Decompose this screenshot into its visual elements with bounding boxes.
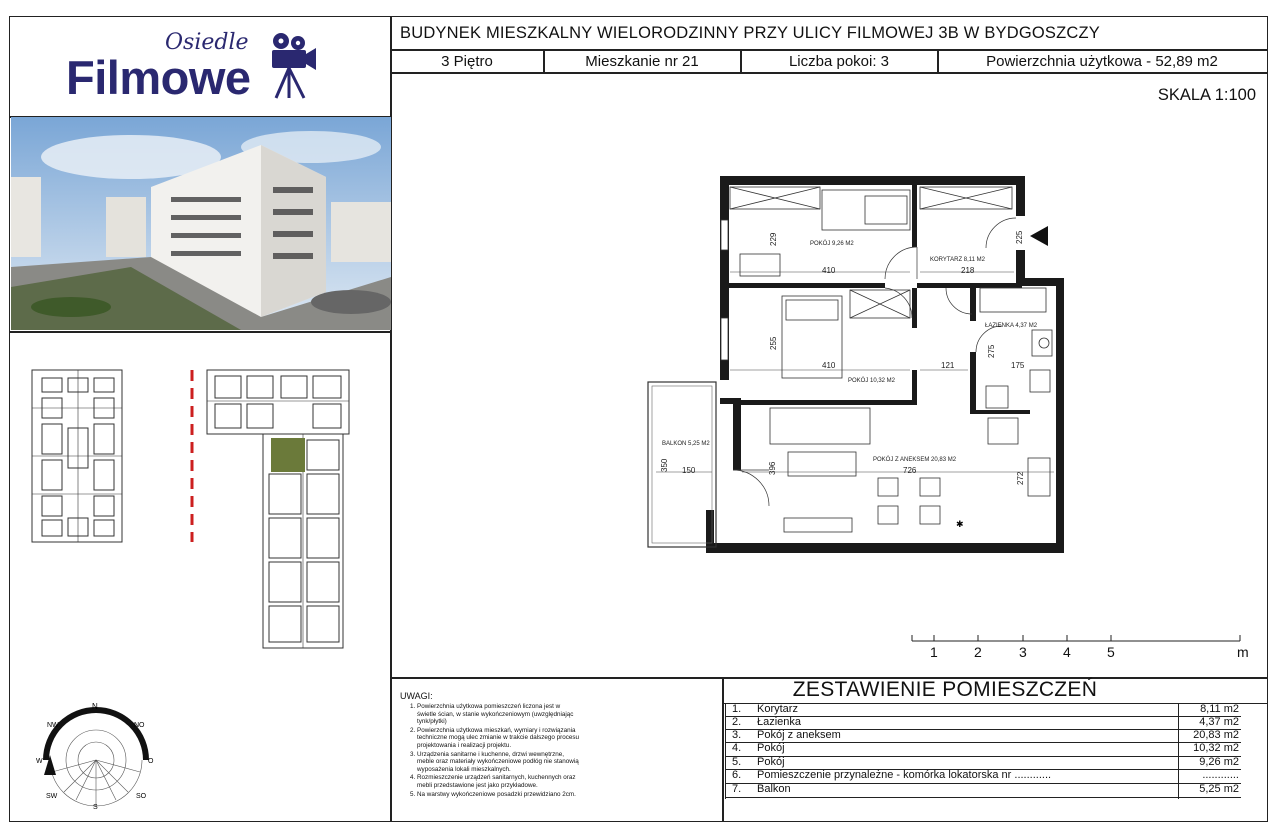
- building-render-image: [11, 117, 391, 330]
- room-row-name: Pokój: [757, 742, 785, 754]
- rooms-table-value-col: [1178, 703, 1179, 799]
- scale-tick-1: 1: [930, 644, 938, 660]
- room-row-name: Łazienka: [757, 716, 802, 728]
- dim-410-b: 410: [822, 361, 836, 370]
- compass-rose: [36, 700, 156, 810]
- dim-396: 396: [768, 461, 777, 475]
- scale-tick-5: 5: [1107, 644, 1115, 660]
- notes-title: UWAGI:: [400, 691, 433, 701]
- compass-w: W: [36, 758, 43, 765]
- room-row-value: 5,25 m2: [1199, 783, 1239, 795]
- room-row-value: 8,11 m2: [1200, 703, 1239, 715]
- rooms-table-row-line: [725, 742, 1241, 743]
- rooms-table-row-line: [725, 783, 1241, 784]
- room-row-name: Pokój z aneksem: [757, 729, 841, 741]
- extractor-marker-icon: ✱: [956, 520, 964, 530]
- note-item: 3. Urządzenia sanitarne i kuchenne, drzwi wewnętrzne, meble oraz materiały wykończeniowe podłóg nie stanowią wyposażenia lokali mieszkalnych.: [417, 751, 580, 774]
- dim-175: 175: [1011, 361, 1025, 370]
- room-row-name: Korytarz: [757, 703, 798, 715]
- dim-410-a: 410: [822, 266, 836, 275]
- logo-script-text: Osiedle: [165, 30, 249, 55]
- room-row-name: Balkon: [757, 783, 791, 795]
- rooms-table-title: ZESTAWIENIE POMIESZCZEŃ: [792, 678, 1098, 701]
- room-row-value: 9,26 m2: [1199, 756, 1239, 768]
- room-row-num: 1.: [732, 703, 742, 715]
- dim-225: 225: [1015, 230, 1024, 244]
- room-row-value: 10,32 m2: [1193, 742, 1239, 754]
- entrance-arrow-icon: [1030, 226, 1048, 246]
- room-row-num: 4.: [732, 742, 742, 754]
- dim-726: 726: [903, 466, 917, 475]
- scale-tick-4: 4: [1063, 644, 1071, 660]
- scale-label: SKALA 1:100: [1157, 86, 1256, 104]
- room-row-num: 5.: [732, 756, 742, 768]
- room-row-name: Pomieszczenie przynależne - komórka lokatorska nr ............: [757, 769, 1052, 781]
- floor-label: 3 Piętro: [441, 52, 493, 70]
- apartment-highlight: [271, 438, 305, 472]
- dim-121: 121: [941, 361, 955, 370]
- rooms-table-row-line: [725, 716, 1241, 717]
- dim-218: 218: [961, 266, 975, 275]
- document-title: BUDYNEK MIESZKALNY WIELORODZINNY PRZY ULICY FILMOWEJ 3B W BYDGOSZCZY: [400, 24, 1101, 42]
- room-label-balkon: BALKON 5,25 M2: [662, 441, 710, 447]
- room-row-num: 6.: [732, 769, 742, 781]
- render-divider: [9, 331, 391, 333]
- note-item: 1. Powierzchnia użytkowa pomieszczeń liczona jest w świetle ścian, w stanie wykończeniowym (uwzględniając tynk/płytki): [417, 703, 580, 726]
- room-row-name: Pokój: [757, 756, 785, 768]
- compass-sw: SW: [46, 793, 58, 800]
- compass-s: S: [93, 804, 98, 810]
- room-row-num: 2.: [732, 716, 742, 728]
- room-row-num: 3.: [732, 729, 742, 741]
- compass-o: O: [148, 758, 154, 765]
- room-label-lazienka: ŁAZIENKA 4,37 M2: [985, 323, 1038, 329]
- floor-plan: [640, 172, 1070, 557]
- room-label-korytarz: KORYTARZ 8,11 M2: [930, 257, 986, 263]
- dim-350: 350: [660, 458, 669, 472]
- note-item: 5. Na warstwy wykończeniowe posadzki przewidziano 2cm.: [417, 791, 580, 799]
- dim-229: 229: [769, 232, 778, 246]
- area-label: Powierzchnia użytkowa - 52,89 m2: [986, 52, 1218, 70]
- scale-tick-3: 3: [1019, 644, 1027, 660]
- logo-main-text: Filmowe: [66, 51, 251, 104]
- compass-so: SO: [136, 793, 147, 800]
- compass-no: NO: [134, 722, 145, 729]
- compass-n: N: [92, 702, 98, 711]
- room-label-pokoj-1: POKÓJ 9,26 M2: [810, 241, 854, 247]
- dim-150: 150: [682, 466, 696, 475]
- room-label-aneks: POKÓJ Z ANEKSEM 20,83 M2: [873, 457, 957, 463]
- red-dashed-divider: [188, 368, 196, 544]
- site-plan-right: [203, 368, 355, 652]
- notes-list: [400, 703, 580, 799]
- dim-255: 255: [769, 336, 778, 350]
- compass-nw: NW: [47, 722, 59, 729]
- film-camera-icon: [262, 30, 318, 100]
- dim-272: 272: [1016, 471, 1025, 485]
- room-row-value: 20,83 m2: [1193, 729, 1239, 741]
- scale-tick-2: 2: [974, 644, 982, 660]
- scale-unit: m: [1237, 644, 1249, 660]
- rooms-count-label: Liczba pokoi: 3: [788, 52, 890, 70]
- room-label-pokoj-2: POKÓJ 10,32 M2: [848, 378, 896, 384]
- room-row-value: 4,37 m2: [1199, 716, 1239, 728]
- room-row-value: ............: [1202, 769, 1239, 781]
- scale-bar: [910, 630, 1245, 646]
- info-bottom-divider: [390, 72, 1268, 74]
- dim-275: 275: [987, 344, 996, 358]
- site-plan-left: [28, 368, 126, 544]
- apartment-label: Mieszkanie nr 21: [585, 52, 699, 70]
- note-item: 4. Rozmieszczenie urządzeń sanitarnych, kuchennych oraz mebli przedstawione jest jako przykładowe.: [417, 774, 580, 789]
- rooms-table-num-col: [725, 703, 726, 799]
- rooms-table-row-line: [725, 756, 1241, 757]
- rooms-table-row-line: [725, 797, 1241, 798]
- room-row-num: 7.: [732, 783, 742, 795]
- note-item: 2. Powierzchnia użytkowa mieszkań, wymiary i rozwiązania techniczne mogą ulec zmianie w trakcie dalszego procesu projektowania i realizacji projektu.: [417, 727, 580, 750]
